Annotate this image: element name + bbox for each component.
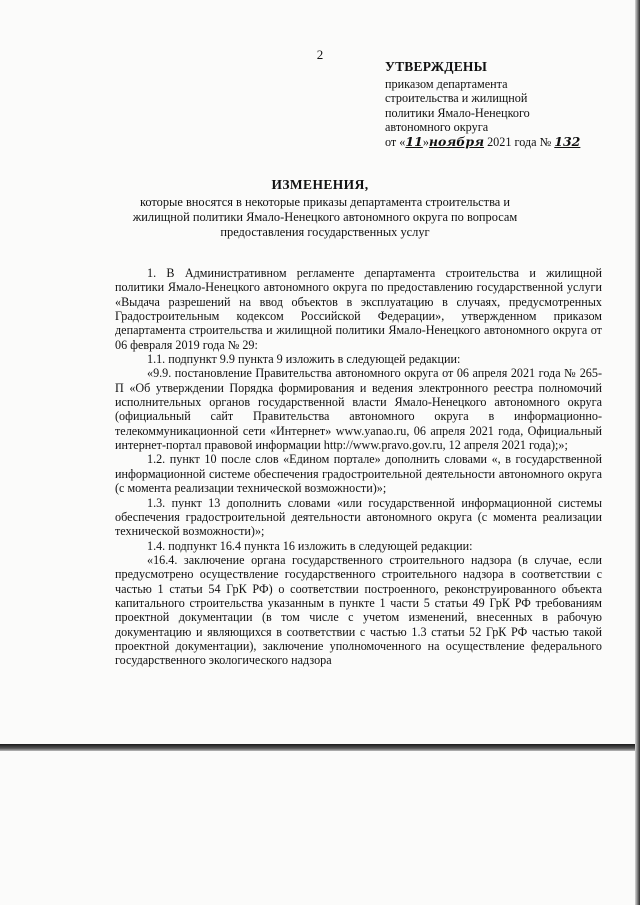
approval-line: строительства и жилищной bbox=[385, 91, 528, 105]
paragraph: 1.4. подпункт 16.4 пункта 16 изложить в следующей редакции: bbox=[147, 538, 473, 553]
paragraph: 1.1. подпункт 9.9 пункта 9 изложить в следующей редакции: bbox=[147, 352, 461, 367]
paragraph: «16.4. заключение органа государственного строительного надзора (в случае, если предусмотрено осуществление государственного строительного надзора в соответствии с частью 1 статьи 54 ГрК РФ) о соответствии построенного, реконструированного объекта капитального строительства указанным в пункте 1 части 5 статьи 49 ГрК РФ требованиям проектной документации (в том числе с учетом изменений, внесенных в рабочую документацию и являющихся в соответствии с частью 1.3 статьи 52 ГрК РФ частью такой проектной документации), заключение уполномоченного на осуществление федерального государственного экологического надзора bbox=[115, 552, 602, 668]
approval-line: приказом департамента bbox=[385, 76, 508, 91]
approval-date-line bbox=[385, 135, 615, 150]
page-number: 2 bbox=[316, 47, 324, 62]
handwritten-month: ноября bbox=[428, 133, 485, 149]
paragraph: 1. В Административном регламенте департамента строительства и жилищной политики Ямало-Ненецкого автономного округа по предоставлению государственной услуги «Выдача разрешений на ввод объектов в эксплуатацию в случаях, предусмотренных Градостроительным кодексом Российской Федерации», утвержденном приказом департамента строительства и жилищной политики Ямало-Ненецкого автономного округа от 06 февраля 2019 года № 29: bbox=[115, 266, 602, 352]
paragraph: «9.9. постановление Правительства автономного округа от 06 апреля 2021 года № 265-П «Об утверждении Порядка формирования и ведения электронного реестра полномочий исполнительных органов государственной власти Ямало-Ненецкого автономного округа (официальный сайт Правительства автономного округа в информационно-телекоммуникационной сети «Интернет» www.yanao.ru, 06 апреля 2021 года, Официальный интернет-портал правовой информации http://www.pravo.gov.ru, 12 апреля 2021 года);»; bbox=[115, 366, 602, 453]
approval-line: политики Ямало-Ненецкого bbox=[385, 105, 530, 120]
date-prefix: от « bbox=[385, 134, 406, 149]
scan-edge-bottom bbox=[0, 744, 640, 751]
approval-block bbox=[385, 60, 615, 149]
approval-line: автономного округа bbox=[385, 120, 489, 134]
paragraph: 1.3. пункт 13 дополнить словами «или государственной информационной системы обеспечения градостроительной деятельности автономного округа (с момента реализации технической возможности)»; bbox=[115, 495, 602, 539]
paragraph: 1.2. пункт 10 после слов «Едином портале» дополнить словами «, в государственной информационной системе обеспечения градостроительной деятельности автономного округа (с момента реализации технической возможности)»; bbox=[115, 452, 602, 496]
scan-edge-right bbox=[635, 0, 640, 905]
year-text: 2021 года № bbox=[484, 134, 555, 149]
date-mid: » bbox=[422, 134, 429, 149]
document-subtitle: которые вносятся в некоторые приказы департамента строительства и жилищной политики Ямало-Ненецкого автономного округа по вопросам предоставления государственных услуг bbox=[132, 195, 518, 239]
document-title: ИЗМЕНЕНИЯ, bbox=[271, 177, 369, 192]
handwritten-order-number: 132 bbox=[554, 133, 581, 149]
approval-heading: УТВЕРЖДЕНЫ bbox=[385, 59, 488, 74]
document-body bbox=[115, 266, 602, 668]
handwritten-day: 11 bbox=[405, 133, 423, 149]
